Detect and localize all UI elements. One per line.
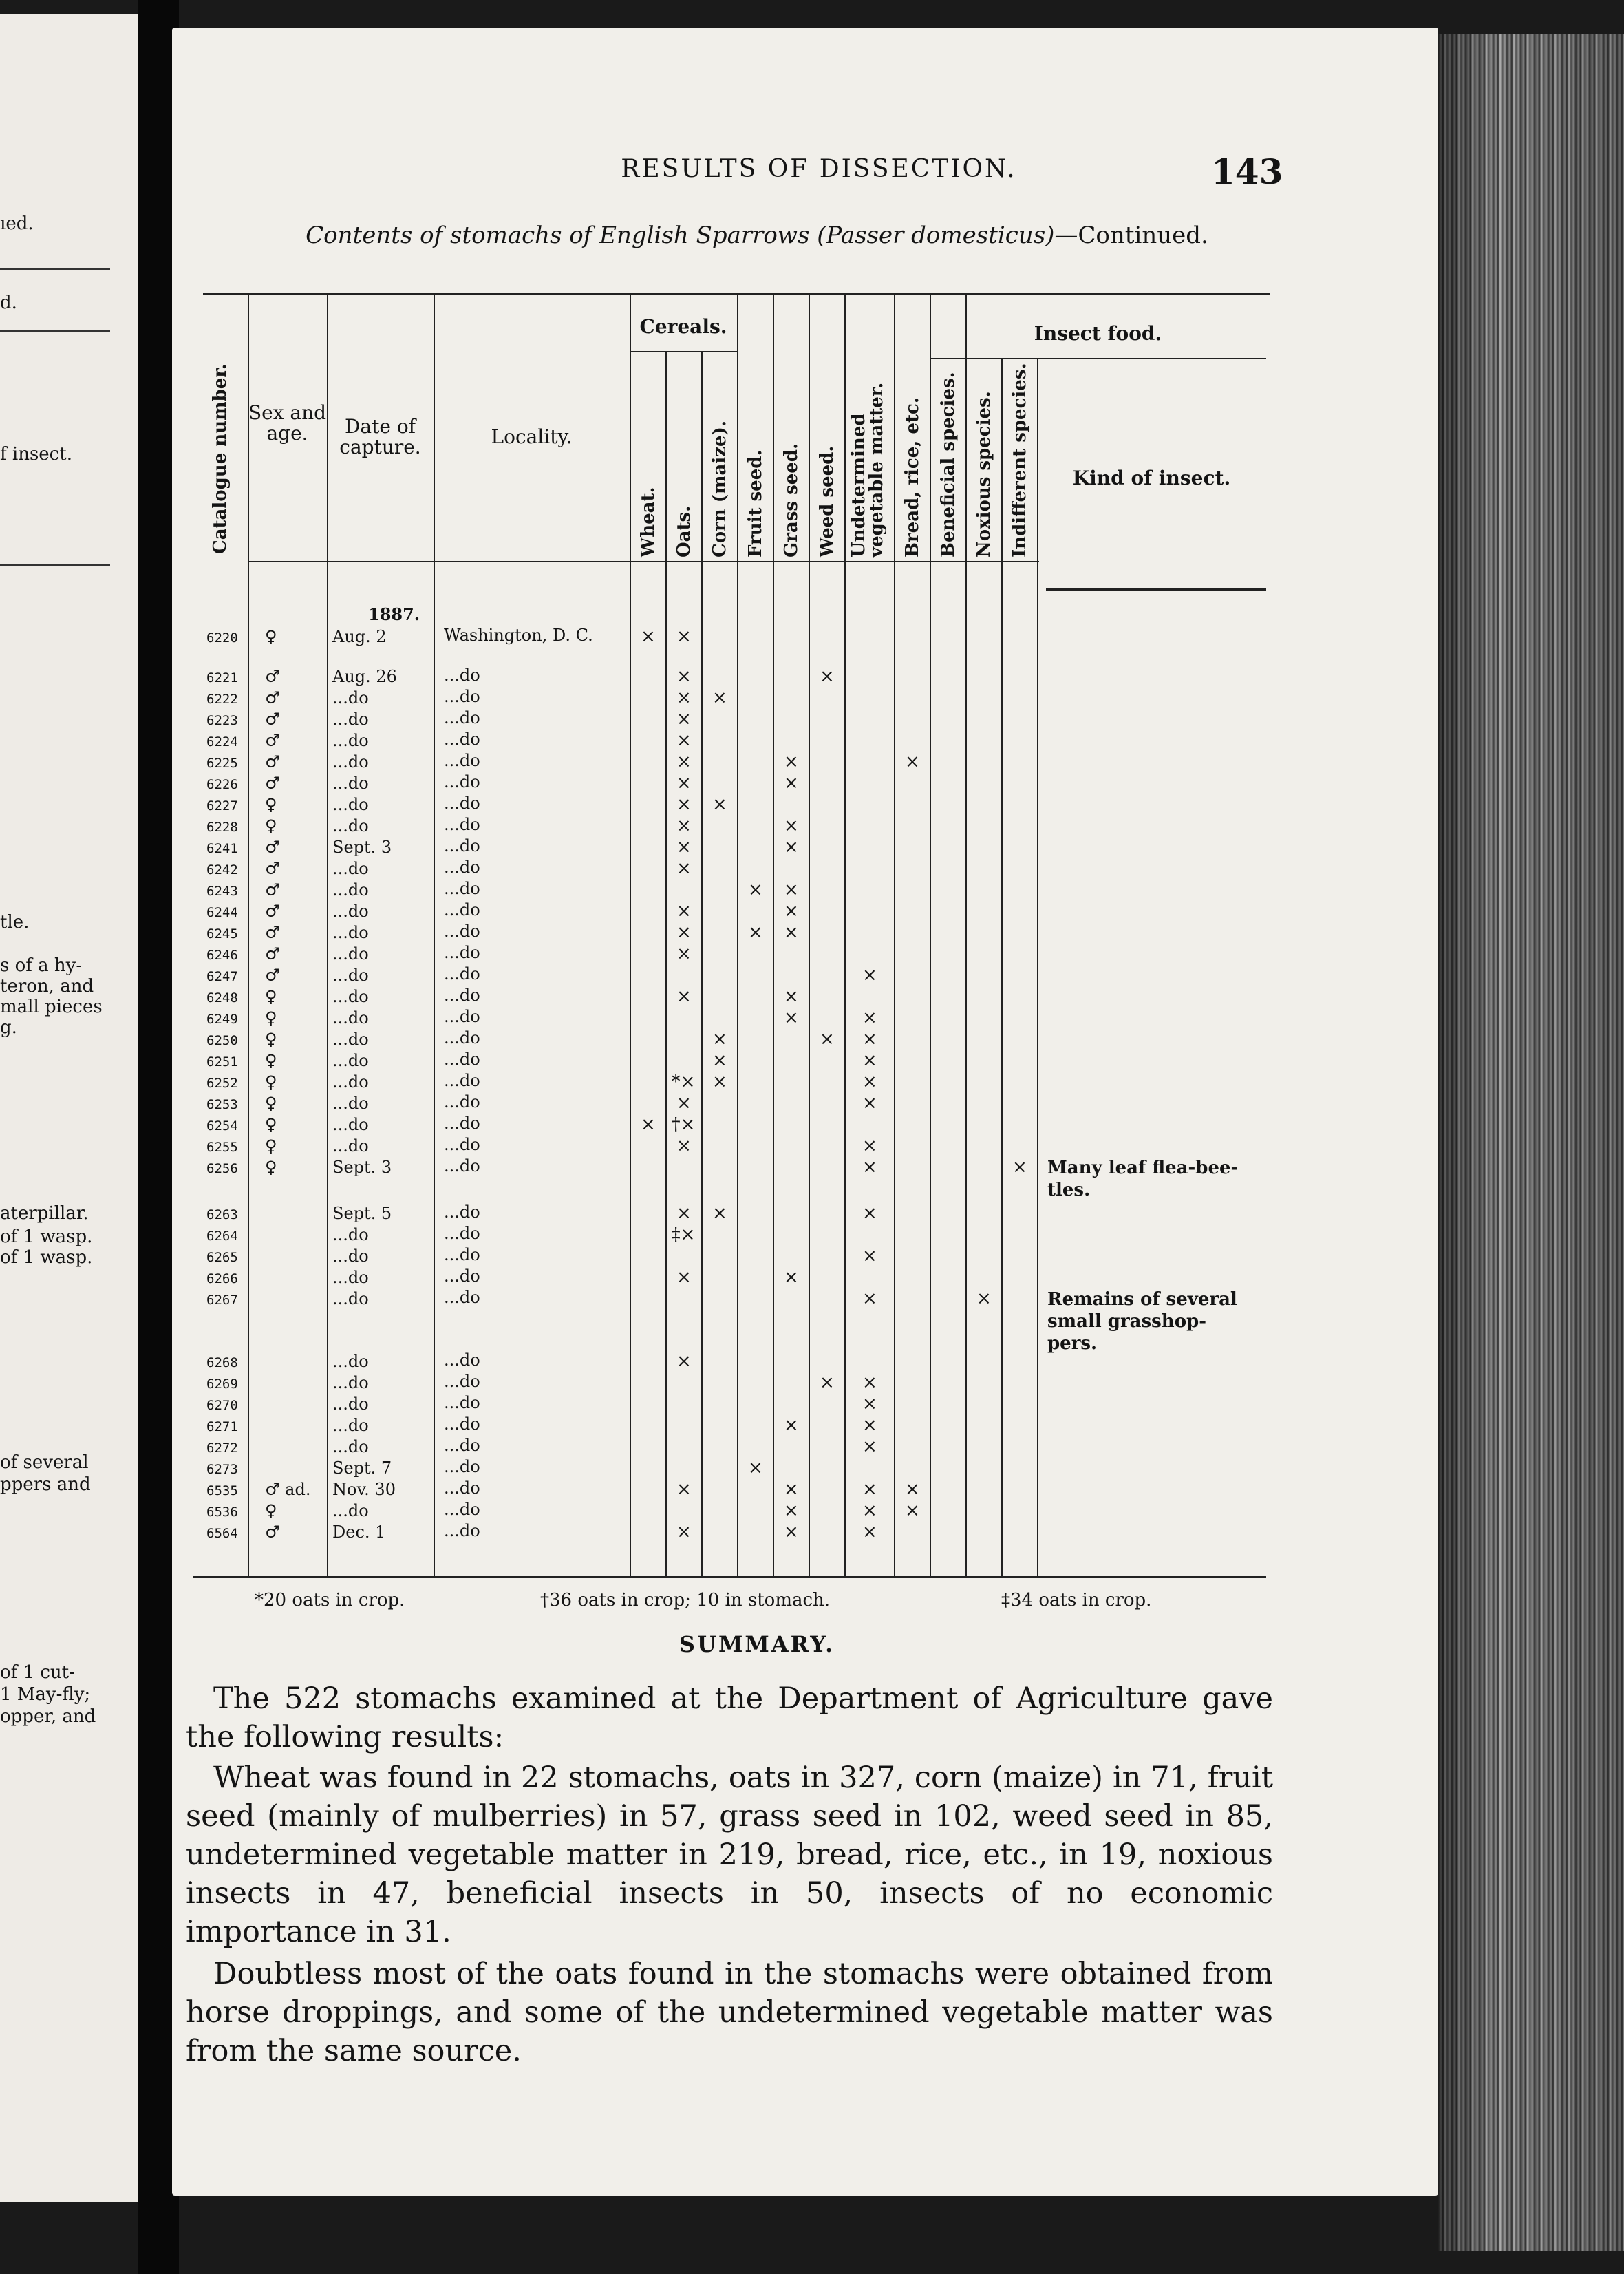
date-cell: ...do <box>332 731 369 750</box>
column-rule <box>1037 359 1038 1576</box>
left-fragment: f insect. <box>0 444 72 465</box>
locality-cell: ...do <box>444 1245 480 1264</box>
mark-grass: × <box>784 1415 799 1436</box>
header-beneficial: Beneficial species. <box>938 372 959 557</box>
date-cell: ...do <box>332 987 369 1006</box>
catalogue-number: 6253 <box>206 1097 238 1112</box>
date-cell: ...do <box>332 1136 369 1156</box>
mark-undetermined: × <box>862 1415 877 1436</box>
mark-undetermined: × <box>862 1029 877 1050</box>
sex-cell: ♂ <box>265 667 280 686</box>
header-catalogue: Catalogue number. <box>210 363 231 554</box>
locality-cell: ...do <box>444 900 480 920</box>
catalogue-number: 6247 <box>206 969 238 984</box>
sex-cell: ♂ <box>265 944 280 964</box>
header-cereals-group: Cereals. <box>639 315 727 338</box>
mark-oats: × <box>676 1136 692 1156</box>
column-rule <box>630 293 631 1576</box>
left-fragment: s of a hy- <box>0 955 83 976</box>
sex-cell: ♀ <box>265 1158 277 1177</box>
kind-of-insect-note: Many leaf flea-bee- tles. <box>1047 1158 1239 1200</box>
mark-grass: × <box>784 837 799 858</box>
locality-cell: ...do <box>444 1521 480 1540</box>
mark-undetermined: × <box>862 1500 877 1521</box>
catalogue-number: 6252 <box>206 1076 238 1091</box>
mark-oats: × <box>676 626 692 647</box>
mark-oats: × <box>676 1203 692 1224</box>
header-undetermined: Undetermined vegetable matter. <box>848 382 887 557</box>
divider <box>0 564 110 566</box>
column-rule <box>1001 359 1003 1576</box>
catalogue-number: 6255 <box>206 1140 238 1155</box>
locality-cell: ...do <box>444 879 480 898</box>
mark-corn: × <box>712 1050 727 1071</box>
date-cell: ...do <box>332 1030 369 1049</box>
header-indifferent: Indifferent species. <box>1009 363 1030 557</box>
left-fragment: ppers and <box>0 1474 91 1495</box>
mark-grass: × <box>784 1500 799 1521</box>
cereals-group-rule <box>630 351 737 352</box>
mark-grass: × <box>784 880 799 900</box>
footnote: *20 oats in crop. <box>255 1590 405 1611</box>
locality-cell: ...do <box>444 708 480 727</box>
table-top-rule <box>203 293 1270 295</box>
mark-corn: × <box>712 794 727 815</box>
header-sex: Sex and age. <box>248 401 327 445</box>
summary-title: SUMMARY. <box>679 1631 835 1657</box>
sex-cell: ♀ <box>265 1136 277 1156</box>
catalogue-number: 6250 <box>206 1033 238 1048</box>
column-rule <box>965 293 967 1576</box>
sex-cell: ♂ <box>265 774 280 793</box>
locality-cell: Washington, D. C. <box>444 626 593 645</box>
left-fragment: tle. <box>0 912 30 933</box>
left-fragment: mall pieces <box>0 997 103 1017</box>
running-title: RESULTS OF DISSECTION. <box>621 155 1017 183</box>
catalogue-number: 6224 <box>206 734 238 750</box>
mark-undetermined: × <box>862 965 877 986</box>
locality-cell: ...do <box>444 1266 480 1286</box>
date-cell: ...do <box>332 859 369 878</box>
left-fragment: of 1 wasp. <box>0 1247 93 1268</box>
locality-cell: ...do <box>444 964 480 984</box>
catalogue-number: 6265 <box>206 1250 238 1265</box>
header-kind: Kind of insect. <box>1072 467 1231 489</box>
catalogue-number: 6536 <box>206 1505 238 1520</box>
header-insect-group: Insect food. <box>1034 322 1162 345</box>
catalogue-number: 6267 <box>206 1293 238 1308</box>
column-rule <box>248 293 249 1576</box>
sex-cell: ♀ <box>265 987 277 1006</box>
sex-cell: ♂ <box>265 859 280 878</box>
sex-cell: ♀ <box>265 795 277 814</box>
kind-of-insect-note: Remains of several small grasshop- pers. <box>1047 1289 1237 1354</box>
mark-grass: × <box>784 1008 799 1028</box>
header-corn: Corn (maize). <box>709 421 730 557</box>
mark-oats: × <box>676 1522 692 1542</box>
date-cell: ...do <box>332 752 369 772</box>
header-base-rule <box>248 561 1039 562</box>
date-cell: ...do <box>332 1225 369 1244</box>
sex-cell: ♂ ad. <box>265 1480 311 1499</box>
mark-oats: × <box>676 773 692 794</box>
catalogue-number: 6248 <box>206 990 238 1006</box>
sex-cell: ♀ <box>265 627 277 646</box>
mark-grass: × <box>784 773 799 794</box>
mark-undetermined: × <box>862 1479 877 1500</box>
catalogue-number: 6244 <box>206 905 238 920</box>
date-cell: ...do <box>332 1115 369 1134</box>
mark-wheat: × <box>641 1114 656 1135</box>
left-fragment: of 1 wasp. <box>0 1226 93 1247</box>
left-fragment: ıed. <box>0 213 34 234</box>
mark-oats: × <box>676 816 692 836</box>
date-cell: ...do <box>332 1008 369 1028</box>
date-cell: ...do <box>332 880 369 900</box>
table-bottom-rule <box>193 1576 1266 1578</box>
mark-oats: × <box>676 944 692 964</box>
locality-cell: ...do <box>444 815 480 834</box>
mark-undetermined: × <box>862 1072 877 1092</box>
mark-oats: × <box>676 730 692 751</box>
mark-oats: †× <box>671 1114 696 1135</box>
mark-bread: × <box>905 1500 920 1521</box>
caption-continued: Continued. <box>1078 222 1208 249</box>
mark-corn: × <box>712 1072 727 1092</box>
insect-group-rule <box>930 358 1266 359</box>
left-page-fragment <box>0 14 138 2202</box>
catalogue-number: 6269 <box>206 1377 238 1392</box>
column-rule <box>665 352 667 1576</box>
date-cell: ...do <box>332 795 369 814</box>
locality-cell: ...do <box>444 1156 480 1176</box>
date-cell: Aug. 2 <box>332 627 387 646</box>
sex-cell: ♂ <box>265 880 280 900</box>
left-fragment: aterpillar. <box>0 1203 89 1224</box>
locality-cell: ...do <box>444 922 480 941</box>
catalogue-number: 6270 <box>206 1398 238 1413</box>
date-cell: ...do <box>332 1094 369 1113</box>
mark-noxious: × <box>976 1288 992 1309</box>
date-cell: ...do <box>332 1051 369 1070</box>
left-fragment: d. <box>0 293 17 313</box>
date-cell: ...do <box>332 902 369 921</box>
catalogue-number: 6272 <box>206 1441 238 1456</box>
mark-undetermined: × <box>862 1246 877 1266</box>
date-cell: Sept. 7 <box>332 1458 392 1478</box>
locality-cell: ...do <box>444 1500 480 1519</box>
sex-cell: ♂ <box>265 966 280 985</box>
locality-cell: ...do <box>444 794 480 813</box>
mark-grass: × <box>784 1479 799 1500</box>
mark-oats: × <box>676 986 692 1007</box>
locality-cell: ...do <box>444 772 480 791</box>
date-cell: ...do <box>332 1437 369 1456</box>
locality-cell: ...do <box>444 986 480 1005</box>
kind-header-rule <box>1046 588 1266 591</box>
footnote: †36 oats in crop; 10 in stomach. <box>540 1590 831 1611</box>
mark-indifferent: × <box>1012 1157 1027 1178</box>
mark-oats: × <box>676 1093 692 1114</box>
mark-weed: × <box>820 1029 835 1050</box>
locality-cell: ...do <box>444 1393 480 1412</box>
locality-cell: ...do <box>444 666 480 685</box>
mark-oats: × <box>676 709 692 730</box>
mark-undetermined: × <box>862 1157 877 1178</box>
catalogue-number: 6243 <box>206 884 238 899</box>
mark-grass: × <box>784 901 799 922</box>
mark-wheat: × <box>641 626 656 647</box>
mark-undetermined: × <box>862 1372 877 1393</box>
mark-oats: × <box>676 752 692 772</box>
header-weed: Weed seed. <box>817 445 837 557</box>
date-cell: ...do <box>332 1416 369 1435</box>
date-cell: ...do <box>332 1352 369 1371</box>
column-rule <box>773 293 774 1576</box>
header-bread: Bread, rice, etc. <box>902 397 923 557</box>
locality-cell: ...do <box>444 1372 480 1391</box>
locality-cell: ...do <box>444 1457 480 1476</box>
locality-cell: ...do <box>444 1135 480 1154</box>
locality-cell: ...do <box>444 730 480 749</box>
sex-cell: ♂ <box>265 923 280 942</box>
mark-oats: × <box>676 666 692 687</box>
header-grass: Grass seed. <box>781 443 802 557</box>
sex-cell: ♂ <box>265 752 280 772</box>
date-cell: Dec. 1 <box>332 1522 386 1542</box>
mark-bread: × <box>905 1479 920 1500</box>
locality-cell: ...do <box>444 1071 480 1090</box>
catalogue-number: 6256 <box>206 1161 238 1176</box>
column-rule <box>894 293 895 1576</box>
catalogue-number: 6254 <box>206 1118 238 1134</box>
catalogue-number: 6225 <box>206 756 238 771</box>
locality-cell: ...do <box>444 1092 480 1112</box>
divider <box>0 330 110 332</box>
catalogue-number: 6221 <box>206 670 238 686</box>
caption-italic: Contents of stomachs of English Sparrows (Passer domesticus)— <box>306 222 1078 249</box>
date-cell: ...do <box>332 966 369 985</box>
header-fruit: Fruit seed. <box>745 449 766 557</box>
left-fragment: of 1 cut- <box>0 1662 75 1683</box>
catalogue-number: 6246 <box>206 948 238 963</box>
sex-cell: ♂ <box>265 688 280 708</box>
header-date: Date of capture. <box>339 415 421 458</box>
mark-corn: × <box>712 1203 727 1224</box>
column-rule <box>737 293 738 1576</box>
left-fragment: teron, and <box>0 976 94 997</box>
catalogue-number: 6564 <box>206 1526 238 1541</box>
date-cell: ...do <box>332 1394 369 1414</box>
sex-cell: ♀ <box>265 1072 277 1092</box>
locality-cell: ...do <box>444 1202 480 1222</box>
mark-undetermined: × <box>862 1436 877 1457</box>
catalogue-number: 6222 <box>206 692 238 707</box>
mark-corn: × <box>712 688 727 708</box>
catalogue-number: 6249 <box>206 1012 238 1027</box>
date-cell: Aug. 26 <box>332 667 397 686</box>
left-fragment: 1 May-fly; <box>0 1684 91 1705</box>
mark-undetermined: × <box>862 1522 877 1542</box>
mark-fruit: × <box>748 880 763 900</box>
header-oats: Oats. <box>674 505 694 557</box>
locality-cell: ...do <box>444 1114 480 1133</box>
sex-cell: ♀ <box>265 1501 277 1520</box>
locality-cell: ...do <box>444 1224 480 1243</box>
catalogue-number: 6273 <box>206 1462 238 1477</box>
sex-cell: ♀ <box>265 1008 277 1028</box>
catalogue-number: 6268 <box>206 1355 238 1370</box>
column-rule <box>327 293 328 1576</box>
date-cell: ...do <box>332 710 369 729</box>
locality-cell: ...do <box>444 1436 480 1455</box>
column-rule <box>844 293 846 1576</box>
date-cell: ...do <box>332 688 369 708</box>
mark-grass: × <box>784 1522 799 1542</box>
catalogue-number: 6263 <box>206 1207 238 1222</box>
stomach-contents-table <box>172 28 1438 1679</box>
catalogue-number: 6535 <box>206 1483 238 1498</box>
mark-weed: × <box>820 1372 835 1393</box>
catalogue-number: 6223 <box>206 713 238 728</box>
catalogue-number: 6241 <box>206 841 238 856</box>
mark-grass: × <box>784 1267 799 1288</box>
header-noxious: Noxious species. <box>974 391 994 557</box>
sex-cell: ♂ <box>265 710 280 729</box>
date-cell: Sept. 3 <box>332 838 392 857</box>
mark-undetermined: × <box>862 1288 877 1309</box>
mark-weed: × <box>820 666 835 687</box>
locality-cell: ...do <box>444 1350 480 1370</box>
mark-oats: × <box>676 858 692 879</box>
mark-oats: × <box>676 901 692 922</box>
date-cell: ...do <box>332 1268 369 1287</box>
left-fragment: of several <box>0 1452 89 1473</box>
mark-grass: × <box>784 986 799 1007</box>
sex-cell: ♀ <box>265 1030 277 1049</box>
mark-undetermined: × <box>862 1203 877 1224</box>
mark-oats: × <box>676 794 692 815</box>
locality-cell: ...do <box>444 943 480 962</box>
mark-oats: ‡× <box>671 1224 696 1245</box>
date-cell: ...do <box>332 923 369 942</box>
column-rule <box>930 293 931 1576</box>
mark-fruit: × <box>748 1458 763 1478</box>
left-fragment: opper, and <box>0 1706 96 1727</box>
locality-cell: ...do <box>444 1028 480 1048</box>
mark-oats: × <box>676 688 692 708</box>
catalogue-number: 6226 <box>206 777 238 792</box>
date-cell: ...do <box>332 1501 369 1520</box>
date-cell: ...do <box>332 1373 369 1392</box>
footnote: ‡34 oats in crop. <box>1001 1590 1152 1611</box>
locality-cell: ...do <box>444 1414 480 1434</box>
left-fragment: g. <box>0 1017 17 1038</box>
mark-undetermined: × <box>862 1093 877 1114</box>
mark-grass: × <box>784 752 799 772</box>
mark-oats: × <box>676 922 692 943</box>
catalogue-number: 6242 <box>206 862 238 878</box>
sex-cell: ♂ <box>265 731 280 750</box>
page-number: 143 <box>1211 151 1283 192</box>
date-cell: Sept. 3 <box>332 1158 392 1177</box>
date-cell: ...do <box>332 816 369 836</box>
locality-cell: ...do <box>444 1050 480 1069</box>
mark-undetermined: × <box>862 1050 877 1071</box>
catalogue-number: 6227 <box>206 798 238 814</box>
divider <box>0 268 110 270</box>
catalogue-number: 6266 <box>206 1271 238 1286</box>
header-locality: Locality. <box>491 425 573 448</box>
summary-paragraph: Doubtless most of the oats found in the stomachs were obtained from horse droppings, and some of the undetermined vegetable matter was from the same source. <box>186 1957 1273 2068</box>
date-cell: ...do <box>332 1072 369 1092</box>
locality-cell: ...do <box>444 836 480 856</box>
date-cell: ...do <box>332 1289 369 1308</box>
summary-paragraph: The 522 stomachs examined at the Department of Agriculture gave the following results: <box>186 1681 1273 1754</box>
sex-cell: ♂ <box>265 902 280 921</box>
mark-grass: × <box>784 816 799 836</box>
sex-cell: ♀ <box>265 1051 277 1070</box>
mark-undetermined: × <box>862 1008 877 1028</box>
column-rule <box>434 293 435 1576</box>
mark-oats: × <box>676 1267 692 1288</box>
locality-cell: ...do <box>444 751 480 770</box>
sex-cell: ♀ <box>265 1115 277 1134</box>
page <box>172 28 1438 2196</box>
mark-oats: × <box>676 837 692 858</box>
header-wheat: Wheat. <box>638 487 659 557</box>
catalogue-number: 6228 <box>206 820 238 835</box>
date-cell: ...do <box>332 1246 369 1266</box>
locality-cell: ...do <box>444 858 480 877</box>
column-rule <box>809 293 810 1576</box>
date-cell: ...do <box>332 774 369 793</box>
catalogue-number: 6251 <box>206 1054 238 1070</box>
date-cell: Nov. 30 <box>332 1480 396 1499</box>
catalogue-number: 6245 <box>206 926 238 942</box>
locality-cell: ...do <box>444 1007 480 1026</box>
mark-bread: × <box>905 752 920 772</box>
locality-cell: ...do <box>444 1288 480 1307</box>
mark-oats: *× <box>671 1072 696 1092</box>
mark-oats: × <box>676 1479 692 1500</box>
catalogue-number: 6271 <box>206 1419 238 1434</box>
mark-undetermined: × <box>862 1394 877 1414</box>
locality-cell: ...do <box>444 1478 480 1498</box>
mark-fruit: × <box>748 922 763 943</box>
sex-cell: ♀ <box>265 1094 277 1113</box>
mark-undetermined: × <box>862 1136 877 1156</box>
catalogue-number: 6220 <box>206 630 238 646</box>
column-rule <box>701 352 703 1576</box>
page-edges <box>1438 34 1624 2251</box>
year-label: 1887. <box>368 604 420 624</box>
mark-grass: × <box>784 922 799 943</box>
sex-cell: ♀ <box>265 816 277 836</box>
mark-oats: × <box>676 1351 692 1372</box>
mark-corn: × <box>712 1029 727 1050</box>
summary-paragraph: Wheat was found in 22 stomachs, oats in 327, corn (maize) in 71, fruit seed (mainly of mulberries) in 57, grass seed in 102, weed seed in 85, undetermined vegetable matter in 219, bread, rice, etc., in 19, noxious insects in 47, beneficial insects in 50, insects of no economic importance in 31. <box>186 1761 1273 1949</box>
locality-cell: ...do <box>444 687 480 706</box>
sex-cell: ♂ <box>265 1522 280 1542</box>
catalogue-number: 6264 <box>206 1229 238 1244</box>
date-cell: ...do <box>332 944 369 964</box>
sex-cell: ♂ <box>265 838 280 857</box>
date-cell: Sept. 5 <box>332 1204 392 1223</box>
